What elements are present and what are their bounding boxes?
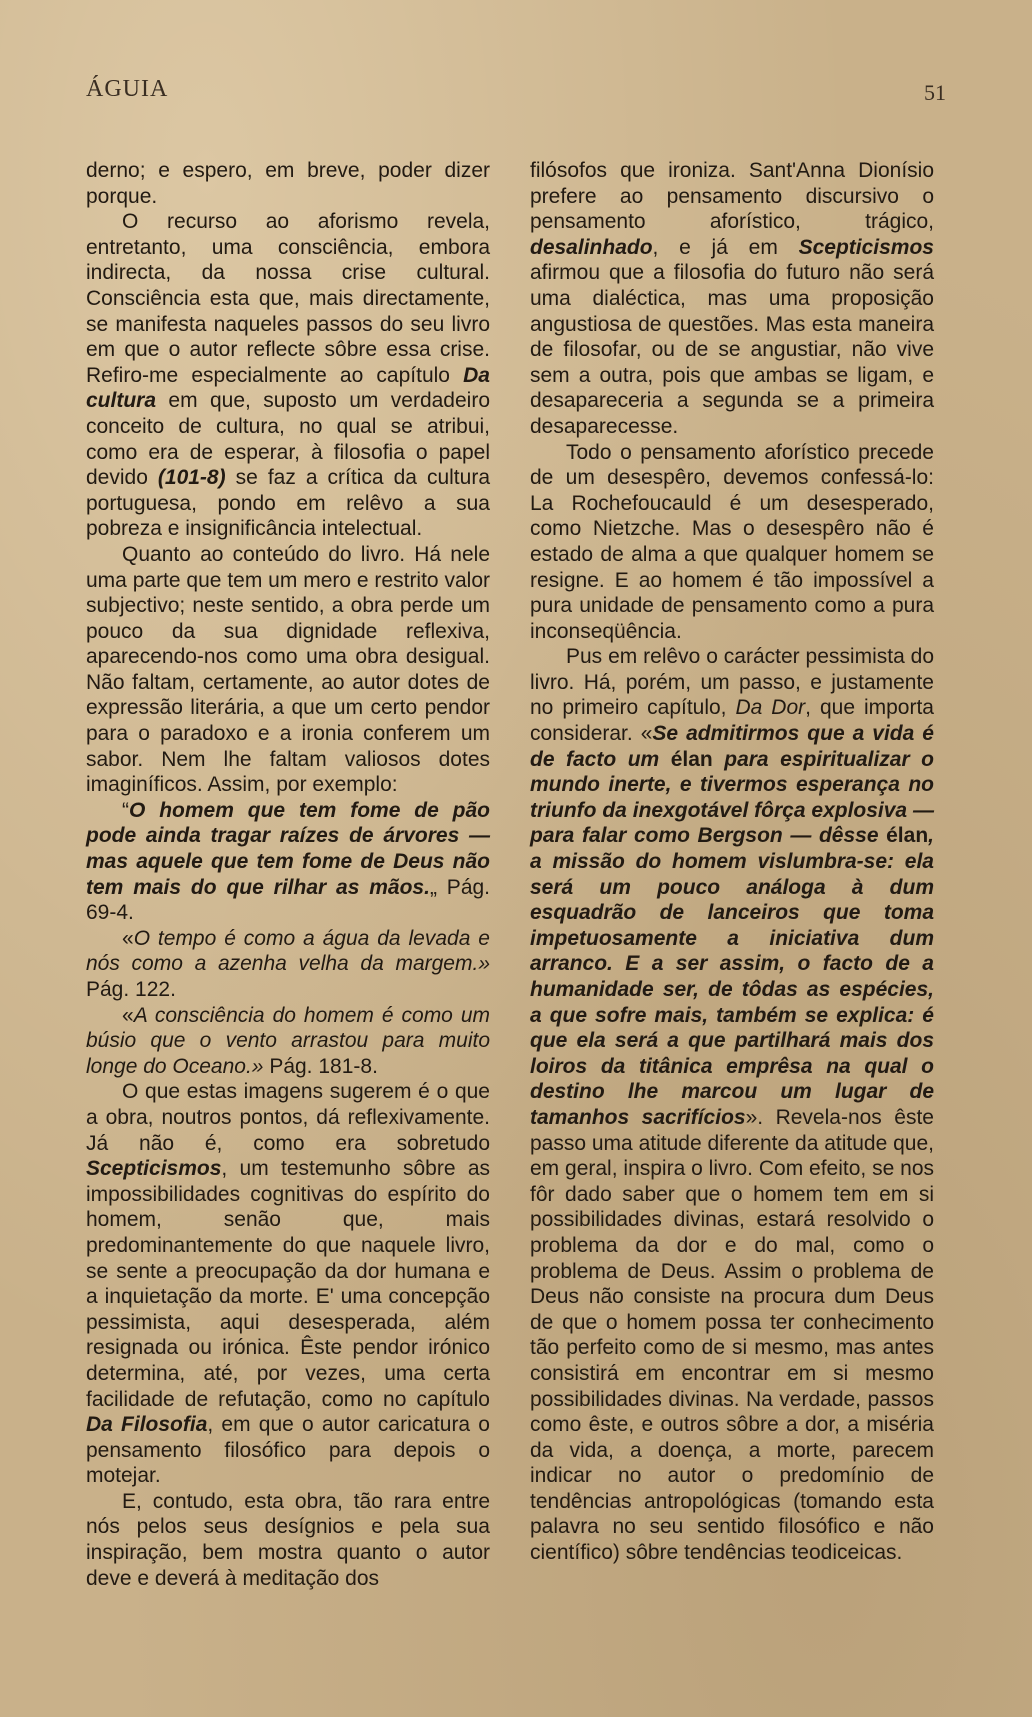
paragraph-text: em que, suposto um verdadeiro conceito de cultura, no qual se atribui, como era de esperar, à filosofia o papel devido: [86, 389, 490, 490]
elan-term: élan: [670, 747, 713, 771]
emphasis: desalinhado: [530, 235, 653, 259]
paragraph-text: O recurso ao aforismo revela, entretanto, uma consciência, embora indirecta, da nossa crise cultural. Consciência esta que, mais directamente, se manifesta naqueles passos do seu livro em que o autor reflecte sôbre essa crise. Refiro-me especialmente ao capítulo: [86, 210, 490, 387]
paragraph-text: , em que o autor caricatura o pensamento filosófico para depois o motejar.: [86, 1413, 490, 1488]
book-chapter-title: Da Dor: [735, 696, 806, 720]
quotation-text: Se admitirmos que a vida é de facto um: [530, 722, 934, 771]
quotation: [86, 1003, 490, 1080]
quotation-text: A consciência do homem é como um búsio que o vento arrastou para muito longe do Oceano.»: [86, 1003, 490, 1078]
paragraph: [86, 209, 490, 542]
right-column: [530, 158, 934, 1566]
quotation: [86, 926, 490, 1003]
quote-mark: «: [122, 1003, 134, 1027]
book-chapter-title: Da Filosofia: [86, 1413, 208, 1437]
paragraph: [86, 158, 490, 209]
quote-reference: „ Pág. 69-4.: [86, 875, 491, 925]
left-column: [86, 158, 490, 1591]
paragraph-text: Quanto ao conteúdo do livro. Há nele uma parte que tem um mero e restrito valor subjectivo; neste sentido, a obra perde um pouco da sua dignidade reflexiva, aparecendo-nos como uma obra desigual. Não faltam, certamente, ao autor dotes de expressão literária, a que um certo pendor para o paradoxo e a ironia conferem um sabor. Nem lhe faltam valiosos dotes imaginíficos. Assim, por exemplo:: [86, 542, 490, 797]
book-title: Scepticismos: [86, 1157, 222, 1181]
quote-reference: Pág. 122.: [86, 978, 176, 1001]
paragraph-text: Todo o pensamento aforístico precede de um desespêro, devemos confessá-lo: La Rochefoucauld é um desesperado, como Nietzche. Mas o desespêro não é estado de alma a que qualquer homem se resigne. E ao homem é tão impossível a pura unidade de pensamento como a pura inconseqüência.: [530, 440, 934, 643]
paragraph: [86, 1079, 490, 1489]
paragraph-text: filósofos que ironiza. Sant'Anna Dionísio prefere ao pensamento discursivo o pensamento aforístico, trágico,: [530, 159, 934, 234]
page-number: 51: [924, 80, 946, 105]
paragraph-text: , e já em: [652, 235, 799, 259]
quotation-text: O tempo é como a água da levada e nós como a azenha velha da margem.»: [86, 926, 490, 976]
quotation-text: , a missão do homem vislumbra-se: ela será um pouco análoga à dum esquadrão de lanceiros que toma impetuosamente a iniciativa dum arranco. E a ser assim, o facto de a humanidade ser, de tôdas as espécies, a que sofre mais, também se explica: é que ela será a que partilhará mais dos loiros da titânica emprêsa na qual o destino lhe marcou um lugar de tamanhos sacrifícios: [530, 824, 934, 1129]
paragraph: [530, 158, 934, 440]
paragraph: [530, 440, 934, 645]
paragraph-text: E, contudo, esta obra, tão rara entre nós pelos seus desígnios e pela sua inspiração, bem mostra quanto o autor deve e deverá à meditação dos: [86, 1489, 490, 1590]
running-head: ÁGUIA: [86, 76, 169, 102]
paragraph-text: afirmou que a filosofia do futuro não será uma dialéctica, mas uma proposição angustiosa de questões. Mas esta maneira de filosofar, ou de se angustiar, não vive sem a outra, pois que ambas se ligam, e desapareceria a segunda se a primeira desaparecesse.: [530, 261, 934, 438]
quote-mark: “: [122, 798, 129, 822]
quote-reference: Pág. 181-8.: [263, 1054, 378, 1078]
paragraph-text: , um testemunho sôbre as impossibilidades cognitivas do espírito do homem, senão que, mais predominantemente do que naquele livro, se sente a preocupação da dor humana e a inquietação da morte. E' uma concepção pessimista, aqui desesperada, além resignada ou irónica. Êste pendor irónico determina, até, por vezes, uma certa facilidade de refutação, como no capítulo: [86, 1157, 490, 1411]
book-title: Scepticismos: [798, 235, 934, 259]
elan-term: élan: [886, 824, 929, 848]
quote-mark: «: [122, 926, 134, 950]
quotation: [86, 798, 490, 926]
paragraph-text: Pus em relêvo o carácter pessimista do livro. Há, porém, um passo, e justamente no primeiro capítulo,: [530, 645, 934, 720]
paragraph-text: se faz a crítica da cultura portuguesa, pondo em relêvo a sua pobreza e insignificância intelectual.: [86, 466, 490, 541]
paragraph: [530, 644, 934, 1565]
quotation-text: para espiritualizar o mundo inerte, e tivermos esperança no triunfo da inexgotável fôrça explosiva — para falar como Bergson — dêsse: [530, 747, 934, 848]
quotation-text: O homem que tem fome de pão pode ainda tragar raízes de árvores — mas aquele que tem fome de Deus não tem mais do que rilhar as mãos.: [86, 798, 490, 899]
paragraph-text: ». Revela-nos êste passo uma atitude diferente da atitude que, em geral, inspira o livro. Com efeito, se nos fôr dado saber que o homem tem em si possibilidades divinas, estará resolvido o problema da dor e do mal, como o problema de Deus. Assim o problema de Deus não consiste na procura dum Deus de que o homem possa ter conhecimento tão perfeito como de si mesmo, mas antes consistirá em encontrar em si mesmo possibilidades divinas. Na verdade, passos como êste, e outros sôbre a dor, a miséria da vida, a doença, a morte, parecem indicar no autor o predomínio de tendências antropológicas (tomando esta palavra no seu sentido filosófico e não científico) sôbre tendências teodiceicas.: [530, 1105, 934, 1565]
paragraph-text: derno; e espero, em breve, poder dizer porque.: [86, 159, 490, 208]
page-reference: (101-8): [157, 466, 226, 490]
paragraph-text: O que estas imagens sugerem é o que a obra, noutros pontos, dá reflexivamente. Já não é, como era sobretudo: [86, 1080, 490, 1155]
page-header: [86, 76, 946, 116]
paragraph: [86, 1489, 490, 1591]
paragraph: [86, 542, 490, 798]
paragraph-text: , que importa considerar. «: [530, 696, 934, 746]
book-chapter-title: Da cultura: [86, 363, 490, 413]
